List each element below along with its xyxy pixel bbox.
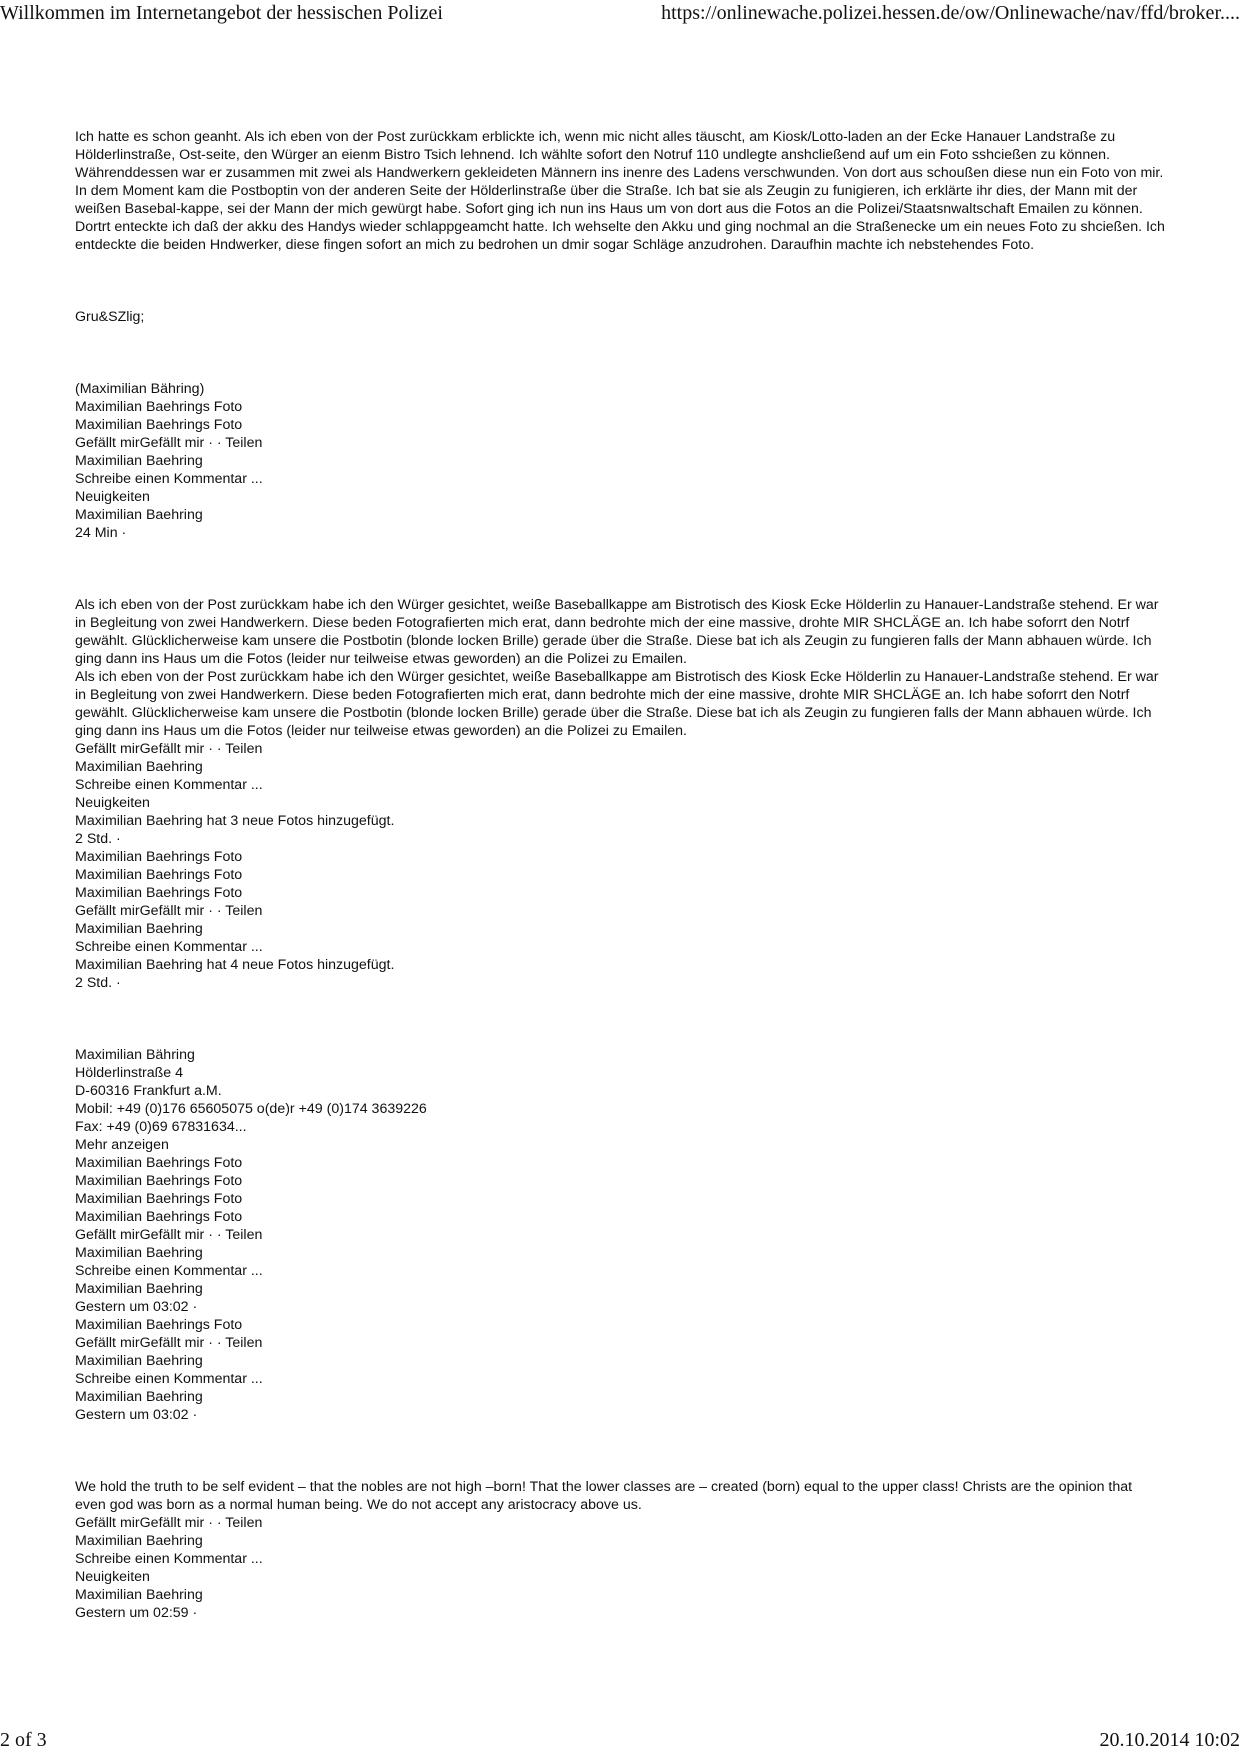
comment-prompt: Schreibe einen Kommentar ... — [75, 777, 263, 793]
author-name: Maximilian Baehring — [75, 1245, 203, 1261]
photo-caption: Maximilian Baehrings Foto — [75, 867, 243, 883]
photo-caption: Maximilian Baehrings Foto — [75, 1173, 243, 1189]
post-paragraph: We hold the truth to be self evident – that the nobles are not high –born! That the lower classes are – created (born) equal to the upper class! Christs are the opinion that even god was born as a normal human being. We do not accept any aristocracy above us. — [75, 1479, 1133, 1513]
news-label: Neuigkeiten — [75, 795, 150, 811]
photo-caption: Maximilian Baehrings Foto — [75, 849, 243, 865]
like-share-line: Gefällt mirGefällt mir · · Teilen — [75, 741, 263, 757]
print-footer-page: 2 of 3 — [0, 1729, 47, 1751]
address-name: Maximilian Bähring — [75, 1047, 195, 1063]
author-name: Maximilian Baehring — [75, 921, 203, 937]
post-timestamp: Gestern um 03:02 · — [75, 1407, 198, 1423]
post-block-2 — [75, 1478, 1165, 1622]
post-timestamp: Gestern um 03:02 · — [75, 1299, 198, 1315]
post-block-1 — [75, 596, 1165, 992]
news-label: Neuigkeiten — [75, 489, 150, 505]
news-label: Neuigkeiten — [75, 1569, 150, 1585]
author-name: Maximilian Baehring — [75, 1281, 203, 1297]
post-timestamp: 2 Std. · — [75, 831, 121, 847]
like-share-line: Gefällt mirGefällt mir · · Teilen — [75, 435, 263, 451]
author-name: Maximilian Baehring — [75, 1587, 203, 1603]
address-mobile: Mobil: +49 (0)176 65605075 o(de)r +49 (0)174 3639226 — [75, 1101, 427, 1117]
photo-caption: Maximilian Baehrings Foto — [75, 1209, 243, 1225]
comment-prompt: Schreibe einen Kommentar ... — [75, 471, 263, 487]
post-paragraph: Als ich eben von der Post zurückkam habe ich den Würger gesichtet, weiße Baseballkappe am Bistrotisch des Kiosk Ecke Hölderlin zu Hanauer-Landstraße stehend. Er war in Begleitung von zwei Handwerkern. Diese beden Fotografierten mich erat, dann bedrohte mich der eine massive, drohte MIR SHCLÄGE an. Ich habe soforrt den Notrf gewählt. Glücklicherweise kam unsere die Postbotin (blonde locken Brille) gerade über die Straße. Diese bat ich als Zeugin zu fungieren falls der Mann abhauen würde. Ich ging dann ins Haus um die Fotos (leider nur teilweise etwas geworden) an die Polizei zu Emailen. — [75, 669, 1159, 739]
signature-block — [75, 380, 1165, 542]
signature-name: (Maximilian Bähring) — [75, 381, 205, 397]
post-timestamp: 24 Min · — [75, 525, 127, 541]
comment-prompt: Schreibe einen Kommentar ... — [75, 1551, 263, 1567]
print-header-title: Willkommen im Internetangebot der hessischen Polizei — [0, 2, 443, 24]
print-header-url: https://onlinewache.polizei.hessen.de/ow/Onlinewache/nav/ffd/broker.... — [661, 2, 1240, 24]
like-share-line: Gefällt mirGefällt mir · · Teilen — [75, 903, 263, 919]
post-timestamp: Gestern um 02:59 · — [75, 1605, 198, 1621]
photo-caption: Maximilian Baehrings Foto — [75, 1317, 243, 1333]
author-name: Maximilian Baehring — [75, 759, 203, 775]
intro-paragraph: Ich hatte es schon geanht. Als ich eben von der Post zurückkam erblickte ich, wenn mic nicht alles täuscht, am Kiosk/Lotto-laden an der Ecke Hanauer Landstraße zu Hölderlinstraße, Ost-seite, den Würger an eienm Bistro Tsich lehnend. Ich wählte sofort den Notruf 110 undlegte anshcließend auf um ein Foto sshcießen zu können. Währenddessen war er zusammen mit zwei als Handwerkern gekleideten Männern ins inenre des Ladens verschwunden. Von dort aus schoußen diese nun ein Foto von mir. In dem Moment kam die Postboptin von der anderen Seite der Hölderlinstraße über die Straße. Ich bat sie als Zeugin zu funigieren, ich erklärte ihr dies, der Mann mit der weißen Basebal-kappe, sei der Mann der mich gewürgt habe. Sofort ging ich nun ins Haus um von dort aus die Fotos an die Polizei/Staatsnwaltschaft Emailen zu können. Dortrt enteckte ich daß der akku des Handys wieder schlappgeamcht hatte. Ich wehselte den Akku und ging nochmal an die Straßenecke um ein neues Foto zu shcießen. Ich entdeckte die beiden Hndwerker, diese fingen sofort an mich zu bedrohen un dmir sogar Schläge anzudrohen. Daraufhin machte ich nebstehendes Foto. — [75, 129, 1165, 253]
post-paragraph: Als ich eben von der Post zurückkam habe ich den Würger gesichtet, weiße Baseballkappe am Bistrotisch des Kiosk Ecke Hölderlin zu Hanauer-Landstraße stehend. Er war in Begleitung von zwei Handwerkern. Diese beden Fotografierten mich erat, dann bedrohte mich der eine massive, drohte MIR SHCLÄGE an. Ich habe soforrt den Notrf gewählt. Glücklicherweise kam unsere die Postbotin (blonde locken Brille) gerade über die Straße. Diese bat ich als Zeugin zu fungieren falls der Mann abhauen würde. Ich ging dann ins Haus um die Fotos (leider nur teilweise etwas geworden) an die Polizei zu Emailen. — [75, 597, 1159, 667]
address-fax: Fax: +49 (0)69 67831634... — [75, 1119, 247, 1135]
photos-added-line: Maximilian Baehring hat 4 neue Fotos hinzugefügt. — [75, 957, 395, 973]
like-share-line: Gefällt mirGefällt mir · · Teilen — [75, 1515, 263, 1531]
comment-prompt: Schreibe einen Kommentar ... — [75, 1263, 263, 1279]
photos-added-line: Maximilian Baehring hat 3 neue Fotos hinzugefügt. — [75, 813, 395, 829]
photo-caption: Maximilian Baehrings Foto — [75, 399, 243, 415]
page-content — [75, 128, 1165, 1622]
author-name: Maximilian Baehring — [75, 1389, 203, 1405]
like-share-line: Gefällt mirGefällt mir · · Teilen — [75, 1335, 263, 1351]
photo-caption: Maximilian Baehrings Foto — [75, 1191, 243, 1207]
address-block — [75, 1046, 1165, 1424]
author-name: Maximilian Baehring — [75, 507, 203, 523]
author-name: Maximilian Baehring — [75, 1353, 203, 1369]
print-footer-datetime: 20.10.2014 10:02 — [1099, 1729, 1240, 1751]
like-share-line: Gefällt mirGefällt mir · · Teilen — [75, 1227, 263, 1243]
photo-caption: Maximilian Baehrings Foto — [75, 417, 243, 433]
address-city: D-60316 Frankfurt a.M. — [75, 1083, 222, 1099]
address-street: Hölderlinstraße 4 — [75, 1065, 184, 1081]
show-more-line: Mehr anzeigen — [75, 1137, 169, 1153]
author-name: Maximilian Baehring — [75, 453, 203, 469]
comment-prompt: Schreibe einen Kommentar ... — [75, 1371, 263, 1387]
greeting-line: Gru&SZlig; — [75, 309, 145, 325]
photo-caption: Maximilian Baehrings Foto — [75, 885, 243, 901]
author-name: Maximilian Baehring — [75, 1533, 203, 1549]
comment-prompt: Schreibe einen Kommentar ... — [75, 939, 263, 955]
post-timestamp: 2 Std. · — [75, 975, 121, 991]
photo-caption: Maximilian Baehrings Foto — [75, 1155, 243, 1171]
